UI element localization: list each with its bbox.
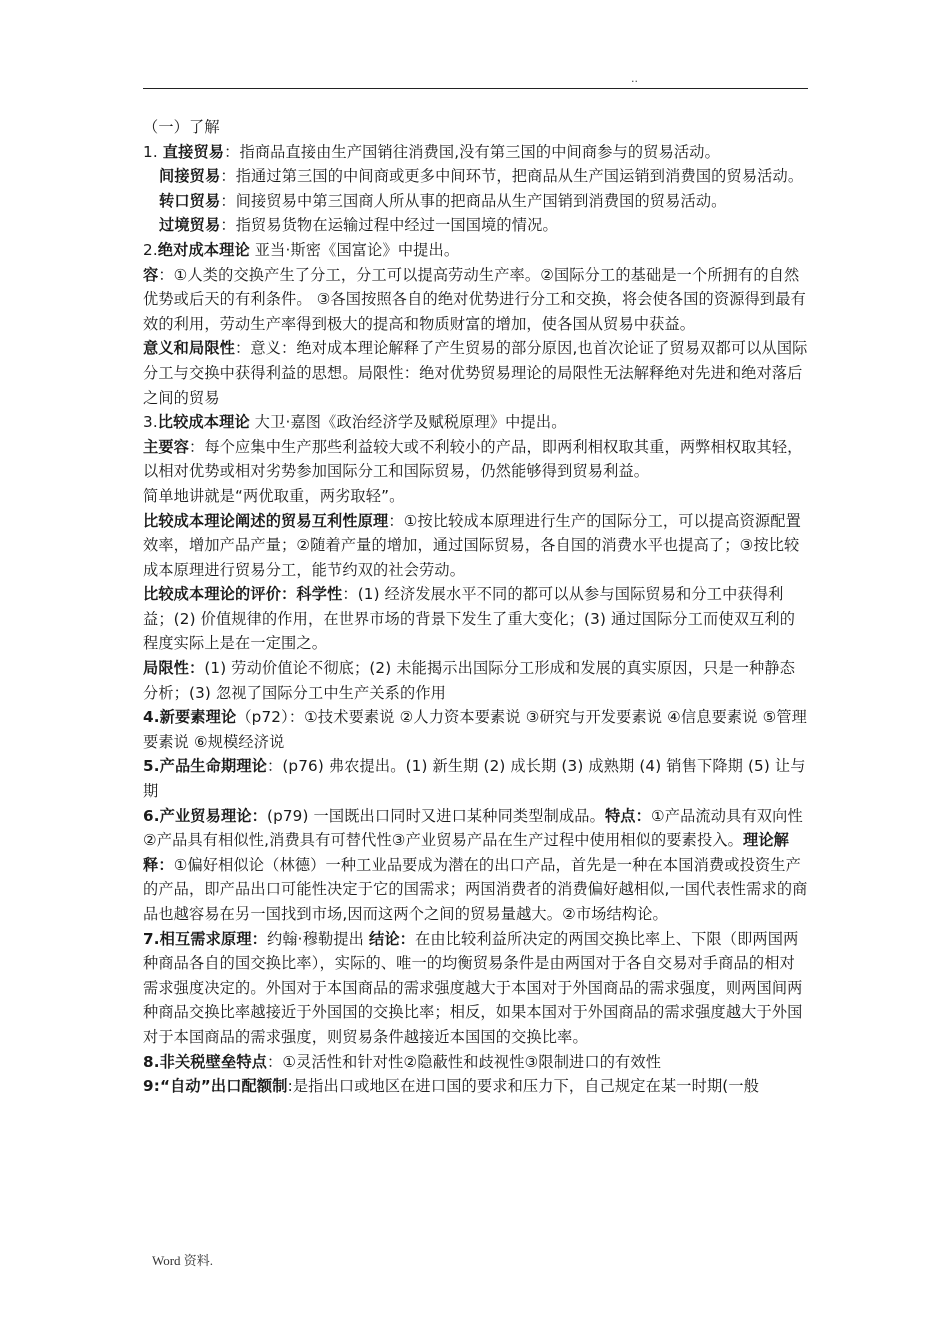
item-transit-trade: 过境贸易：指贸易货物在运输过程中经过一国国境的情况。	[159, 216, 558, 235]
item-comparative-summary: 简单地讲就是“两优取重，两劣取轻”。	[143, 486, 405, 505]
item-indirect-trade: 间接贸易：指通过第三国的中间商或更多中间环节，把商品从生产国运销到消费国的贸易活动。	[159, 167, 804, 186]
item-comparative-content: 主要容：每个应集中生产那些利益较大或不利较小的产品，即两利相权取其重，两弊相权取其轻，以相对优势或相对劣势参加国际分工和国际贸易，仍然能够得到贸易利益。	[143, 437, 803, 481]
item-new-factor-theory: 4.新要素理论（p72）：①技术要素说 ②人力资本要素说 ③研究与开发要素说 ④信息要素说 ⑤管理要素说 ⑥规模经济说	[143, 708, 808, 751]
item-absolute-cost-theory: 2.绝对成本理论 亚当·斯密《国富论》中提出。	[143, 240, 460, 259]
item-non-tariff-barriers: 8.非关税壁垒特点：①灵活性和针对性②隐蔽性和歧视性③限制进口的有效性	[143, 1052, 662, 1071]
item-reciprocal-demand: 7.相互需求原理：约翰·穆勒提出 结论：在由比较利益所决定的两国交换比率上、下限（即两国两种商品各自的国交换比率），实际的、唯一的均衡贸易条件是由两国对于各自交易对手商品的相对需求强度决定的。外国对于本国商品的需求强度越大于本国对于外国商品的需求强度，则两国间两种商品交换比率越接近于外国国的交换比率；相反，如果本国对于外国商品的需求强度越大于外国对于本国商品的需求强度，则贸易条件越接近本国国的交换比率。	[143, 929, 803, 1046]
page-footer: Word 资料.	[152, 1253, 214, 1268]
item-mutual-benefit: 比较成本理论阐述的贸易互利性原理：①按比较成本原理进行生产的国际分工，可以提高资源配置效率，增加产品产量；②随着产量的增加，通过国际贸易，各自国的消费水平也提高了；③按比较成本原理进行贸易分工，能节约双的社会劳动。	[143, 511, 801, 579]
section-title: （一）了解	[143, 118, 220, 136]
item-entrepot-trade: 转口贸易：间接贸易中第三国商人所从事的把商品从生产国销到消费国的贸易活动。	[159, 191, 727, 210]
item-absolute-significance: 意义和局限性：意义：绝对成本理论解释了产生贸易的部分原因,也首次论证了贸易双都可以从国际分工与交换中获得利益的思想。局限性：绝对优势贸易理论的局限性无法解释绝对先进和绝对落后之间的贸易	[143, 339, 808, 407]
item-limitations: 局限性：(1) 劳动价值论不彻底；(2) 未能揭示出国际分工形成和发展的真实原因，只是一种静态分析；(3) 忽视了国际分工中生产关系的作用	[143, 659, 796, 702]
header-mark: ..	[631, 72, 638, 85]
item-comparative-evaluation: 比较成本理论的评价：科学性：(1) 经济发展水平不同的都可以从参与国际贸易和分工中获得利益；(2) 价值规律的作用，在世界市场的背景下发生了重大变化；(3) 通过国际分工而使双互利的程度实际上是在一定围之。	[143, 585, 796, 653]
item-voluntary-export-restraint: 9:“自动”出口配额制:是指出口或地区在进口国的要求和压力下，自己规定在某一时期(一般	[143, 1077, 760, 1096]
item-comparative-cost-theory: 3.比较成本理论 大卫·嘉图《政治经济学及赋税原理》中提出。	[143, 413, 567, 432]
item-absolute-content: 容：①人类的交换产生了分工，分工可以提高劳动生产率。②国际分工的基础是一个所拥有的自然优势或后天的有利条件。 ③各国按照各自的绝对优势进行分工和交换，将会使各国的资源得到最有效的利用，劳动生产率得到极大的提高和物质财富的增加，使各国从贸易中获益。	[143, 265, 806, 333]
item-direct-trade: 1. 直接贸易：指商品直接由生产国销往消费国,没有第三国的中间商参与的贸易活动。	[143, 142, 720, 161]
item-intra-industry-trade: 6.产业贸易理论：(p79) 一国既出口同时又进口某种同类型制成品。特点：①产品流动具有双向性②产品具有相似性,消费具有可替代性③产业贸易产品在生产过程中使用相似的要素投入。理论解释：①偏好相似论（林德）一种工业品要成为潜在的出口产品，首先是一种在本国消费或投资生产的产品，即产品出口可能性决定于它的国需求；两国消费者的消费偏好越相似,一国代表性需求的商品也越容易在另一国找到市场,因而这两个之间的贸易量越大。②市场结构论。	[143, 806, 808, 923]
page-header-rule	[143, 70, 808, 89]
document-body	[143, 115, 808, 1099]
item-product-life-cycle: 5.产品生命期理论：(p76) 弗农提出。(1) 新生期 (2) 成长期 (3) 成熟期 (4) 销售下降期 (5) 让与期	[143, 757, 806, 801]
